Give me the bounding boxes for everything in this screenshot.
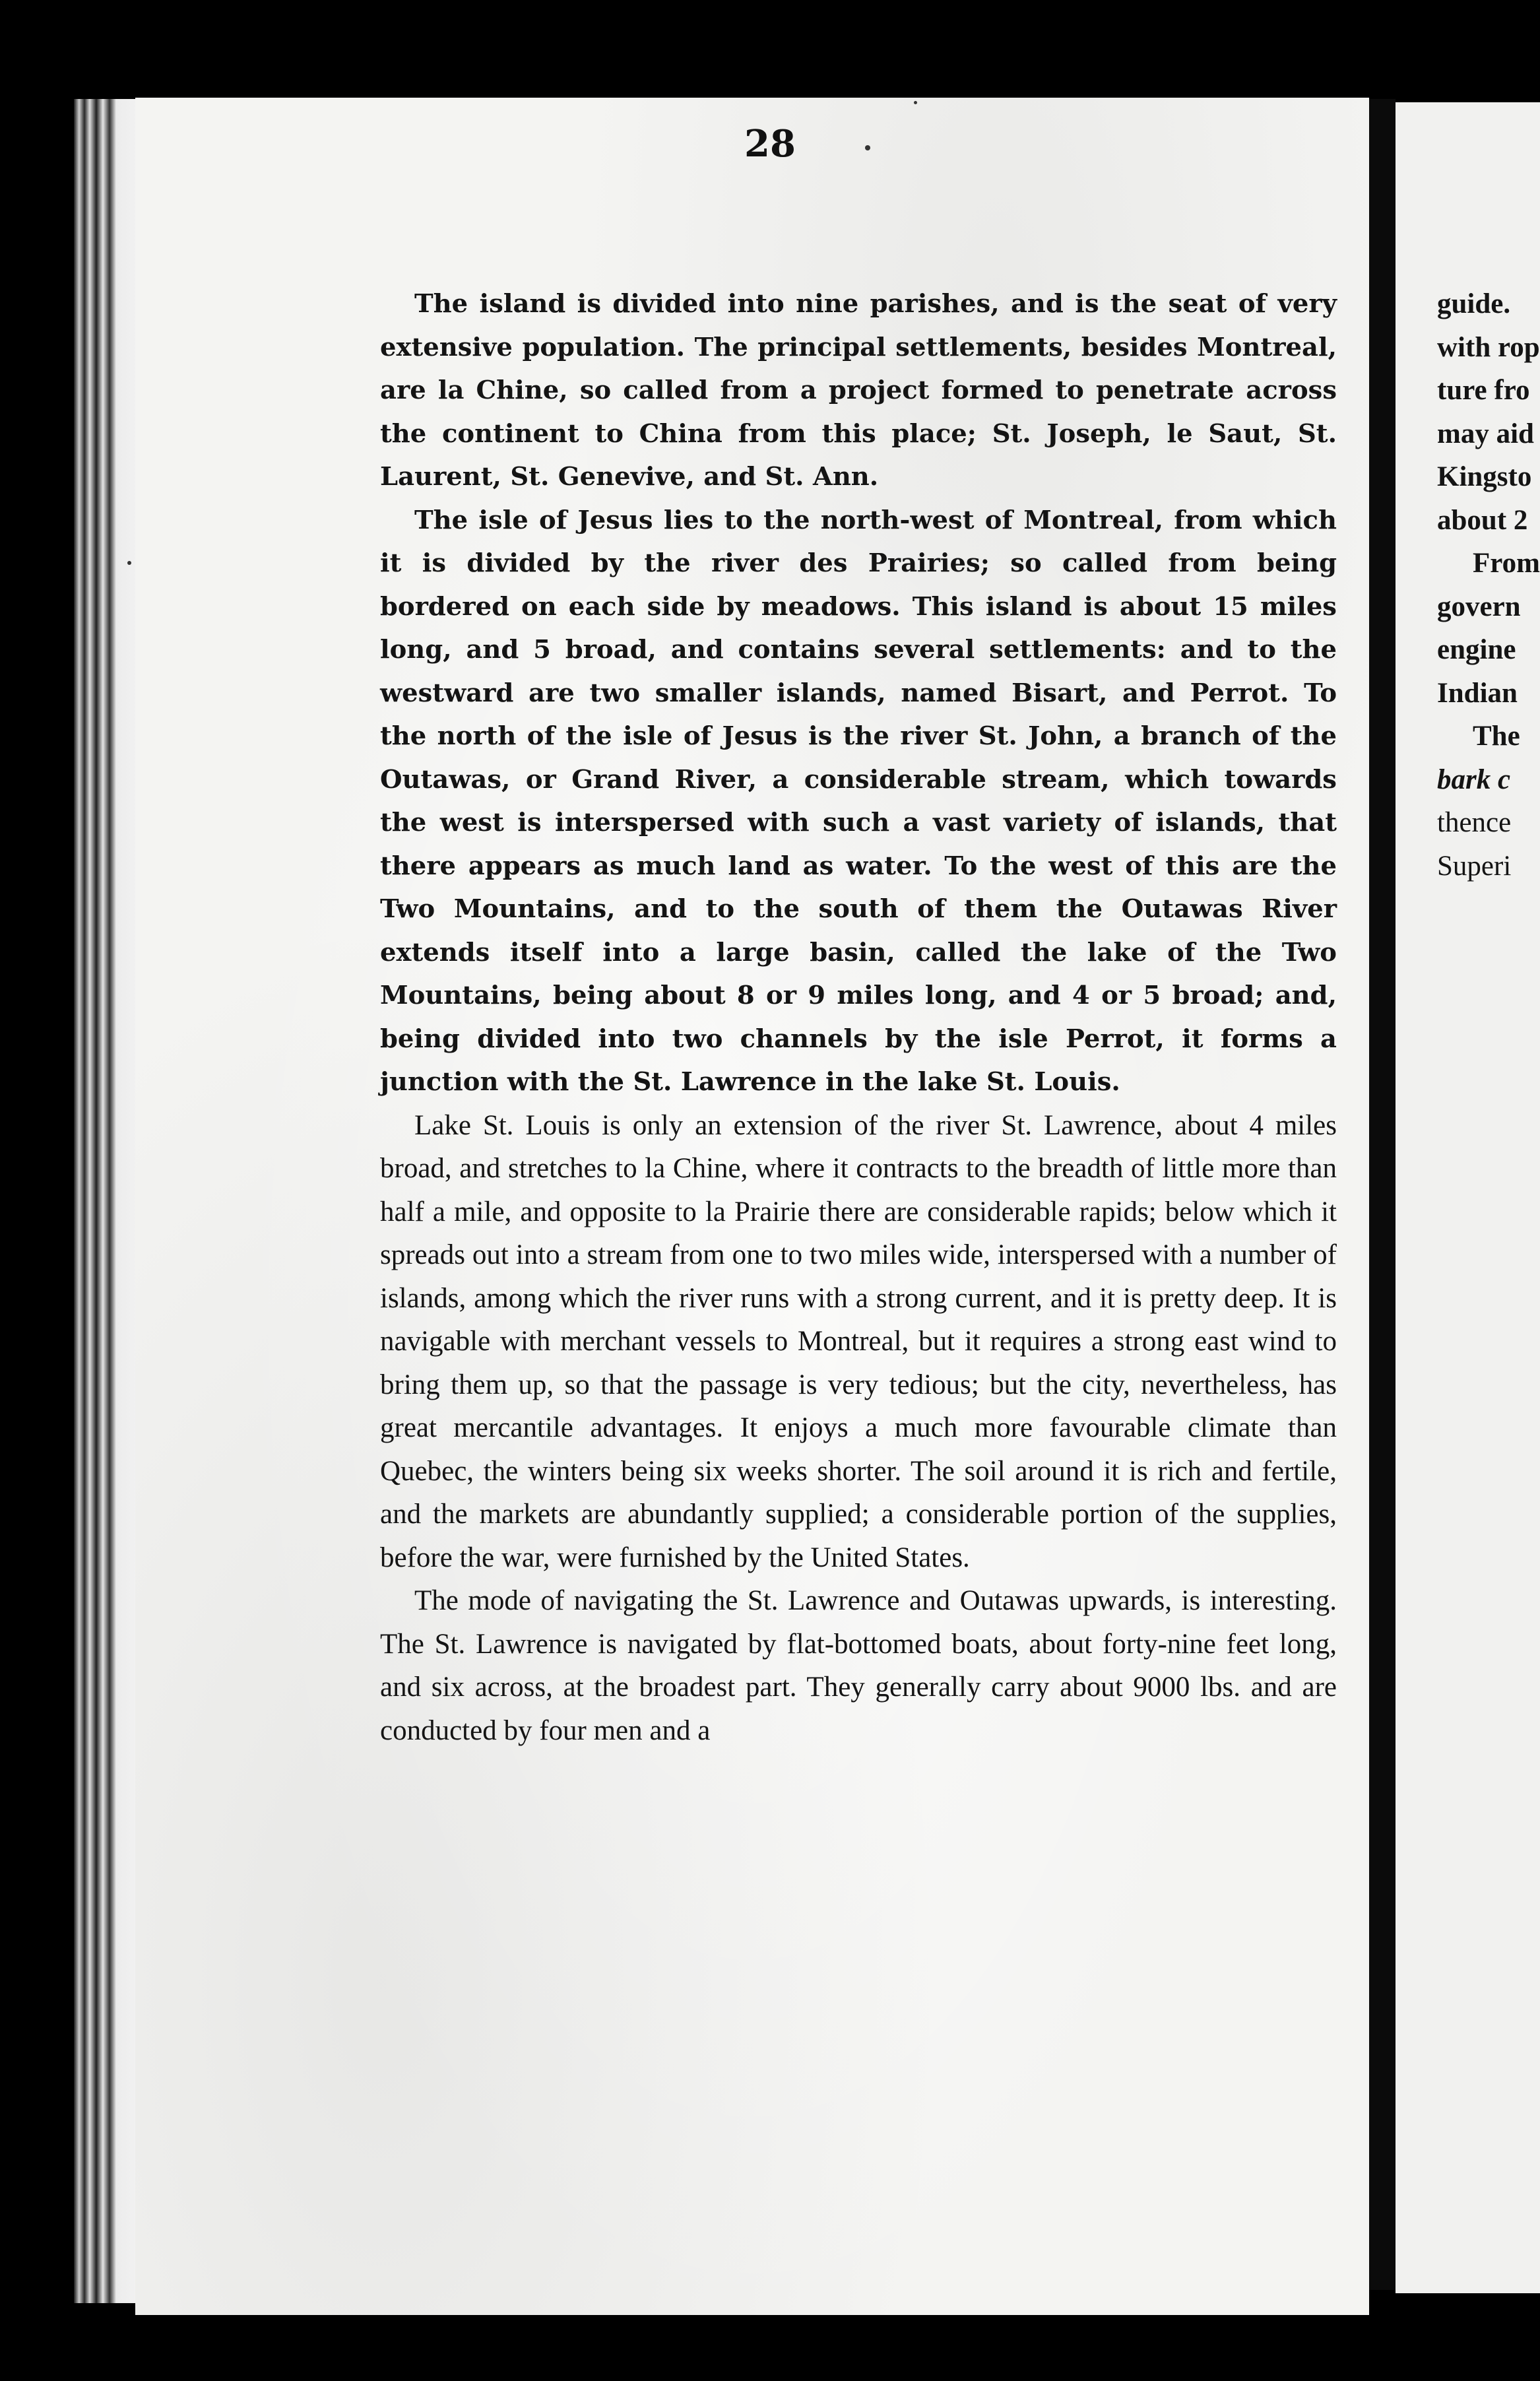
facing-line: Kingsto (1437, 461, 1532, 492)
page-number: 28 (744, 122, 796, 166)
paper-speck (914, 101, 917, 104)
facing-line: bark c (1437, 764, 1511, 795)
facing-line: Indian (1437, 677, 1518, 709)
facing-line: Superi (1437, 850, 1512, 882)
paper-speck (127, 561, 131, 565)
body-text (380, 282, 1337, 1752)
facing-line: about 2 (1437, 504, 1528, 536)
paragraph-2: The isle of Jesus lies to the north-west of Montreal, from which it is divided by the river des Prairies; so called from being bordered on each side by meadows. This island is about 15 miles long, and 5 broad, and contains several settlements: and to the westward are two smaller islands, named Bisart, and Perrot. To the north of the isle of Jesus is the river St. John, a branch of the Outawas, or Grand River, a considerable stream, which towards the west is interspersed with such a vast variety of islands, that there appears as much land as water. To the west of this are the Two Mountains, and to the south of them the Outawas River extends itself into a large basin, called the lake of the Two Mountains, being about 8 or 9 miles long, and 4 or 5 broad; and, being divided into two channels by the isle Perrot, it forms a junction with the St. Lawrence in the lake St. Louis. (380, 505, 1337, 1097)
facing-line: The (1473, 721, 1520, 752)
facing-line: thence (1437, 807, 1512, 838)
page-edges (74, 99, 140, 2303)
facing-line: guide. (1437, 288, 1511, 319)
paragraph-1: The island is divided into nine parishes, and is the seat of very extensive population. The principal settlements, besides Montreal, are la Chine, so called from a project formed to penetrate across the continent to China from this place; St. Joseph, le Saut, St. Laurent, St. Genevive, and St. Ann. (380, 289, 1337, 492)
paragraph-4: The mode of navigating the St. Lawrence and Outawas upwards, is interesting. The St. Lawrence is navigated by flat-bottomed boats, about forty-nine feet long, and six across, at the broadest part. They generally carry about 9000 lbs. and are conducted by four men and a (380, 1585, 1337, 1746)
facing-page-text (1437, 282, 1540, 888)
paragraph-3: Lake St. Louis is only an extension of the river St. Lawrence, about 4 miles broad, and stretches to la Chine, where it contracts to the breadth of little more than half a mile, and opposite to la Prairie there are considerable rapids; below which it spreads out into a stream from one to two miles wide, interspersed with a number of islands, among which the river runs with a strong current, and it is pretty deep. It is navigable with merchant vessels to Montreal, but it requires a strong east wind to bring them up, so that the passage is very tedious; but the city, nevertheless, has great mercantile advantages. It enjoys a much more favourable climate than Quebec, the winters being six weeks shorter. The soil around it is rich and fertile, and the markets are abundantly supplied; a considerable portion of the supplies, before the war, were furnished by the United States. (380, 1109, 1337, 1573)
facing-line: ture fro (1437, 375, 1530, 406)
facing-line: with rop (1437, 331, 1540, 363)
facing-line: From (1473, 548, 1540, 579)
facing-line: engine (1437, 634, 1516, 665)
facing-line: govern (1437, 591, 1521, 622)
book-gutter (1369, 99, 1396, 2290)
facing-line: may aid (1437, 418, 1534, 449)
